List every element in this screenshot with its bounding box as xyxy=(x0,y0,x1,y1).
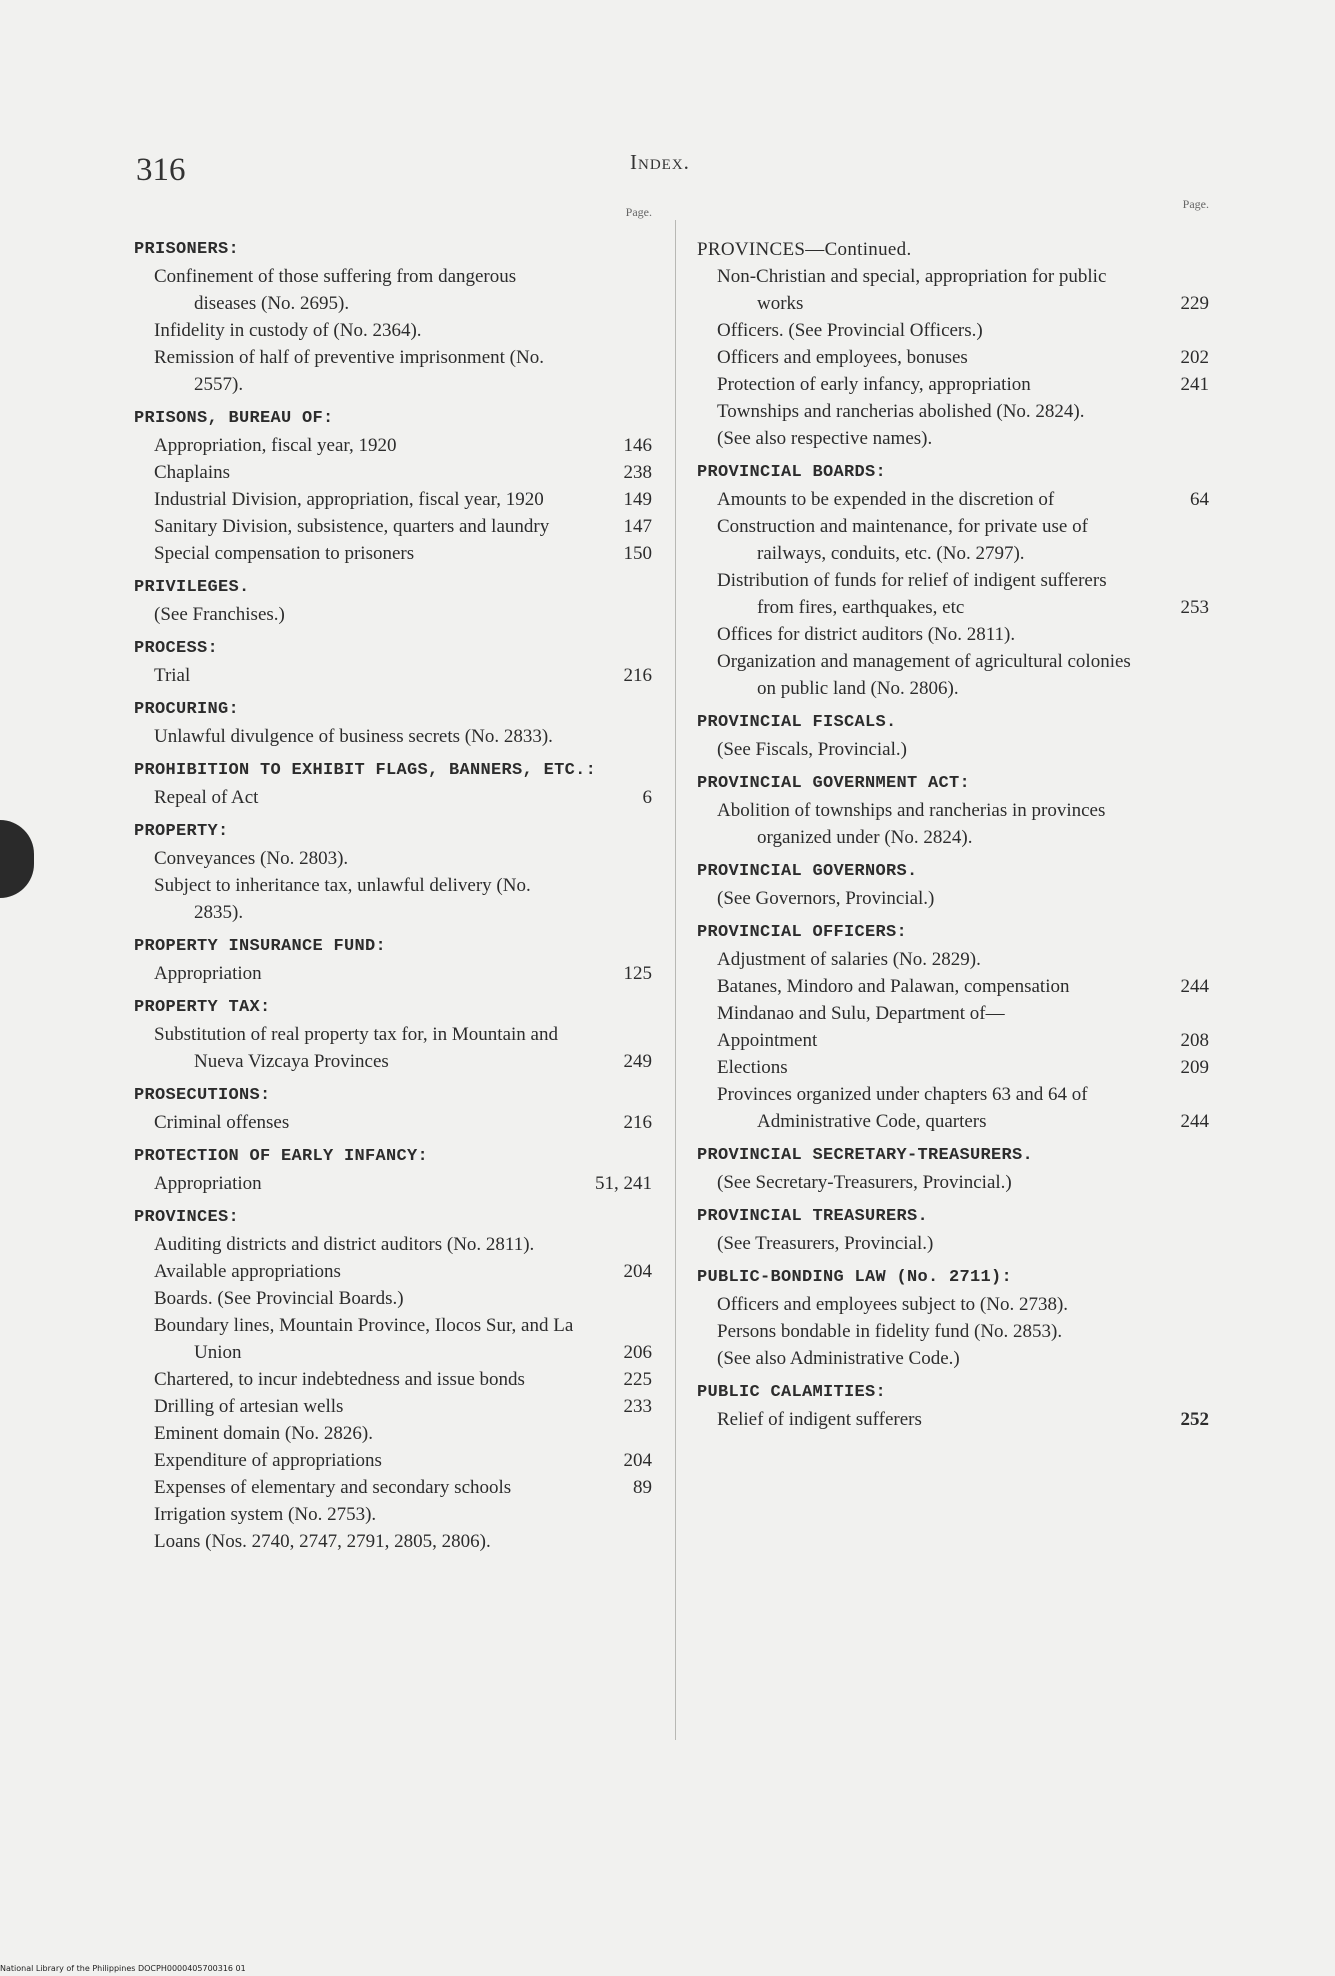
subentry-row xyxy=(134,1366,652,1393)
subentry-row xyxy=(134,1474,652,1501)
entry-heading: PRIVILEGES. xyxy=(134,578,250,597)
scan-footer: National Library of the Philippines DOCPH0000405700316 01 xyxy=(0,1964,246,1973)
subentry-row xyxy=(134,513,652,540)
subentry-row xyxy=(697,425,1209,452)
subentry-text: Protection of early infancy, appropriation xyxy=(717,374,1031,395)
page-ref: 225 xyxy=(623,1369,652,1390)
subentry-row xyxy=(134,1312,652,1366)
subentry-row xyxy=(697,371,1209,398)
subentry-text: Special compensation to prisoners xyxy=(154,543,415,564)
subentry-text: Repeal of Act xyxy=(154,787,259,808)
subentry-text: Relief of indigent sufferers xyxy=(717,1409,922,1430)
subentry-text: Available appropriations xyxy=(154,1261,341,1282)
subentry-text: (See Governors, Provincial.) xyxy=(717,888,935,909)
subentry-row xyxy=(134,1109,652,1136)
entry-heading: PROVINCIAL TREASURERS. xyxy=(697,1207,929,1226)
page-ref: 216 xyxy=(623,665,652,686)
subentry-text: Irrigation system (No. 2753). xyxy=(154,1504,377,1525)
subentry-row xyxy=(134,1231,652,1258)
page-ref: 253 xyxy=(1180,597,1209,618)
subentry-text: Unlawful divulgence of business secrets (No. 2833). xyxy=(154,726,553,747)
subentry-text: Appropriation, fiscal year, 1920 xyxy=(154,435,397,456)
subentry-text: Expenses of elementary and secondary schools xyxy=(154,1477,512,1498)
entry-heading: PROVINCES: xyxy=(134,1208,240,1227)
subentry-row xyxy=(134,432,652,459)
subentry-row xyxy=(134,1258,652,1285)
subentry-text: Chaplains xyxy=(154,462,230,483)
subentry-text: Drilling of artesian wells xyxy=(154,1396,344,1417)
left-column xyxy=(134,205,652,1555)
subentry-row xyxy=(697,513,1209,567)
entry-heading: PROPERTY TAX: xyxy=(134,998,271,1017)
subentry-row xyxy=(697,263,1209,317)
page-ref: 216 xyxy=(623,1112,652,1133)
index-entry xyxy=(134,405,652,567)
subentry-row xyxy=(697,1345,1209,1372)
subentry-text: Appropriation xyxy=(154,963,262,984)
subentry-text: Non-Christian and special, appropriation for public works xyxy=(717,266,1107,314)
entry-heading: PROVINCIAL FISCALS. xyxy=(697,713,897,732)
subentry-row xyxy=(134,344,652,398)
index-entry xyxy=(697,858,1209,912)
index-entry xyxy=(697,1203,1209,1257)
subentry-row xyxy=(697,946,1209,973)
subentry-row xyxy=(134,1501,652,1528)
index-entry xyxy=(134,1204,652,1555)
subentry-text: Conveyances (No. 2803). xyxy=(154,848,349,869)
index-entry xyxy=(697,236,1209,452)
entry-heading: PROVINCIAL BOARDS: xyxy=(697,463,887,482)
page-ref: 252 xyxy=(1180,1409,1209,1430)
subentry-text: Abolition of townships and rancherias in provinces organized under (No. 2824). xyxy=(717,800,1106,848)
page-ref: 229 xyxy=(1180,293,1209,314)
subentry-row xyxy=(697,1291,1209,1318)
subentry-text: Trial xyxy=(154,665,191,686)
subentry-text: Subject to inheritance tax, unlawful delivery (No. 2835). xyxy=(154,875,531,923)
subentry-row xyxy=(697,621,1209,648)
subentry-row xyxy=(134,1285,652,1312)
subentry-row xyxy=(697,1406,1209,1433)
subentry-text: Expenditure of appropriations xyxy=(154,1450,382,1471)
subentry-row xyxy=(697,1000,1209,1027)
page-column-label: Page. xyxy=(1182,197,1209,211)
entry-heading: PROVINCIAL SECRETARY-TREASURERS. xyxy=(697,1146,1034,1165)
entry-heading: PROPERTY INSURANCE FUND: xyxy=(134,937,387,956)
entry-heading: PROHIBITION TO EXHIBIT FLAGS, BANNERS, ETC.: xyxy=(134,761,597,780)
page-ref: 209 xyxy=(1180,1057,1209,1078)
subentry-text: Remission of half of preventive imprisonment (No. 2557). xyxy=(154,347,544,395)
subentry-row xyxy=(697,1318,1209,1345)
subentry-text: Industrial Division, appropriation, fiscal year, 1920 xyxy=(154,489,544,510)
subentry-text: Adjustment of salaries (No. 2829). xyxy=(717,949,981,970)
entry-heading: PROVINCES—Continued. xyxy=(697,239,912,260)
index-entry xyxy=(134,818,652,926)
subentry-row xyxy=(134,1021,652,1075)
entry-heading: PROVINCIAL GOVERNORS. xyxy=(697,862,918,881)
subentry-row xyxy=(134,601,652,628)
index-entry xyxy=(134,1082,652,1136)
page-ref: 64 xyxy=(1190,489,1209,510)
entry-heading: PROCURING: xyxy=(134,700,240,719)
subentry-row xyxy=(697,1027,1209,1054)
entry-heading: PROTECTION OF EARLY INFANCY: xyxy=(134,1147,429,1166)
entry-heading: PROVINCIAL OFFICERS: xyxy=(697,923,908,942)
subentry-row xyxy=(697,398,1209,425)
page-ref: 150 xyxy=(623,543,652,564)
subentry-row xyxy=(134,872,652,926)
subentry-row xyxy=(134,486,652,513)
subentry-text: Appointment xyxy=(717,1030,818,1051)
index-entry xyxy=(134,933,652,987)
subentry-text: Eminent domain (No. 2826). xyxy=(154,1423,373,1444)
subentry-text: Organization and management of agricultural colonies on public land (No. 2806). xyxy=(717,651,1131,699)
page-number: 316 xyxy=(136,152,186,188)
subentry-text: Officers. (See Provincial Officers.) xyxy=(717,320,983,341)
subentry-row xyxy=(697,973,1209,1000)
index-entry xyxy=(697,770,1209,851)
index-entry xyxy=(697,919,1209,1135)
subentry-text: Sanitary Division, subsistence, quarters and laundry xyxy=(154,516,550,537)
subentry-text: Offices for district auditors (No. 2811). xyxy=(717,624,1016,645)
subentry-row xyxy=(697,486,1209,513)
left-entries xyxy=(134,205,652,1555)
running-head: Index. xyxy=(630,150,690,174)
subentry-text: Batanes, Mindoro and Palawan, compensation xyxy=(717,976,1070,997)
subentry-text: Boundary lines, Mountain Province, Ilocos Sur, and La Union xyxy=(154,1315,574,1363)
subentry-row xyxy=(134,960,652,987)
subentry-text: Elections xyxy=(717,1057,788,1078)
subentry-row xyxy=(697,736,1209,763)
index-entry xyxy=(697,1264,1209,1372)
entry-heading: PRISONERS: xyxy=(134,240,240,259)
page-ref: 244 xyxy=(1180,1111,1209,1132)
subentry-row xyxy=(697,1054,1209,1081)
page-ref: 206 xyxy=(623,1342,652,1363)
subentry-text: Officers and employees, bonuses xyxy=(717,347,968,368)
entry-heading: PRISONS, BUREAU OF: xyxy=(134,409,334,428)
index-entry xyxy=(134,757,652,811)
subentry-row xyxy=(697,1081,1209,1135)
subentry-text: Mindanao and Sulu, Department of— xyxy=(717,1003,1005,1024)
subentry-text: (See also respective names). xyxy=(717,428,933,449)
subentry-text: (See Fiscals, Provincial.) xyxy=(717,739,907,760)
index-entry xyxy=(134,574,652,628)
subentry-text: Criminal offenses xyxy=(154,1112,290,1133)
subentry-row xyxy=(134,784,652,811)
entry-heading: PUBLIC-BONDING LAW (No. 2711): xyxy=(697,1268,1013,1287)
subentry-row xyxy=(134,662,652,689)
entry-heading: PUBLIC CALAMITIES: xyxy=(697,1383,887,1402)
subentry-row xyxy=(697,317,1209,344)
subentry-row xyxy=(134,1393,652,1420)
index-entry xyxy=(134,994,652,1075)
subentry-row xyxy=(134,845,652,872)
page-ref: 208 xyxy=(1180,1030,1209,1051)
subentry-row xyxy=(134,1420,652,1447)
subentry-text: Officers and employees subject to (No. 2738). xyxy=(717,1294,1069,1315)
subentry-row xyxy=(134,723,652,750)
subentry-row xyxy=(134,1170,652,1197)
subentry-text: Persons bondable in fidelity fund (No. 2853). xyxy=(717,1321,1063,1342)
index-entry xyxy=(697,1379,1209,1433)
subentry-text: Infidelity in custody of (No. 2364). xyxy=(154,320,422,341)
subentry-text: (See also Administrative Code.) xyxy=(717,1348,960,1369)
subentry-row xyxy=(697,1169,1209,1196)
page-ref: 202 xyxy=(1180,347,1209,368)
subentry-text: Provinces organized under chapters 63 and 64 of Administrative Code, quarters xyxy=(717,1084,1088,1132)
column-divider xyxy=(675,220,676,1740)
entry-heading: PROCESS: xyxy=(134,639,219,658)
subentry-text: Confinement of those suffering from dangerous diseases (No. 2695). xyxy=(154,266,517,314)
page-ref: 147 xyxy=(623,516,652,537)
page-column-label: Page. xyxy=(625,205,652,219)
subentry-text: (See Treasurers, Provincial.) xyxy=(717,1233,934,1254)
subentry-text: Distribution of funds for relief of indigent sufferers from fires, earthquakes, etc xyxy=(717,570,1107,618)
subentry-text: Auditing districts and district auditors (No. 2811). xyxy=(154,1234,535,1255)
subentry-row xyxy=(134,540,652,567)
subentry-row xyxy=(697,567,1209,621)
subentry-text: Appropriation xyxy=(154,1173,262,1194)
page-ref: 238 xyxy=(623,462,652,483)
right-column xyxy=(697,197,1209,1433)
index-entry xyxy=(134,236,652,398)
index-entry xyxy=(134,635,652,689)
page-ref: 146 xyxy=(623,435,652,456)
index-entry xyxy=(134,1143,652,1197)
index-entry xyxy=(134,696,652,750)
index-entry xyxy=(697,459,1209,702)
page-ref: 204 xyxy=(623,1261,652,1282)
page-ref: 244 xyxy=(1180,976,1209,997)
subentry-row xyxy=(697,885,1209,912)
page-ref: 125 xyxy=(623,963,652,984)
subentry-text: (See Secretary-Treasurers, Provincial.) xyxy=(717,1172,1012,1193)
subentry-text: Substitution of real property tax for, in Mountain and Nueva Vizcaya Provinces xyxy=(154,1024,558,1072)
index-entry xyxy=(697,709,1209,763)
subentry-row xyxy=(697,1230,1209,1257)
subentry-row xyxy=(697,648,1209,702)
page-ref: 204 xyxy=(623,1450,652,1471)
subentry-text: Boards. (See Provincial Boards.) xyxy=(154,1288,404,1309)
entry-heading: PROPERTY: xyxy=(134,822,229,841)
subentry-text: Townships and rancherias abolished (No. 2824). xyxy=(717,401,1085,422)
page-ref: 149 xyxy=(623,489,652,510)
subentry-text: Loans (Nos. 2740, 2747, 2791, 2805, 2806). xyxy=(154,1531,491,1552)
page-ref: 6 xyxy=(642,787,652,808)
page-ref: 89 xyxy=(633,1477,652,1498)
page-ref: 241 xyxy=(1180,374,1209,395)
subentry-row xyxy=(134,459,652,486)
subentry-text: Chartered, to incur indebtedness and issue bonds xyxy=(154,1369,525,1390)
subentry-row xyxy=(134,1447,652,1474)
subentry-row xyxy=(134,317,652,344)
subentry-text: (See Franchises.) xyxy=(154,604,285,625)
page-ref: 249 xyxy=(623,1051,652,1072)
right-entries xyxy=(697,205,1209,1433)
subentry-row xyxy=(697,344,1209,371)
scan-binding-mark xyxy=(0,820,34,898)
entry-heading: PROVINCIAL GOVERNMENT ACT: xyxy=(697,774,971,793)
subentry-row xyxy=(697,797,1209,851)
entry-heading: PROSECUTIONS: xyxy=(134,1086,271,1105)
page-ref: 233 xyxy=(623,1396,652,1417)
subentry-text: Amounts to be expended in the discretion of xyxy=(717,489,1055,510)
subentry-text: Construction and maintenance, for private use of railways, conduits, etc. (No. 2797). xyxy=(717,516,1088,564)
subentry-row xyxy=(134,1528,652,1555)
index-entry xyxy=(697,1142,1209,1196)
page-ref: 51, 241 xyxy=(595,1173,652,1194)
subentry-row xyxy=(134,263,652,317)
